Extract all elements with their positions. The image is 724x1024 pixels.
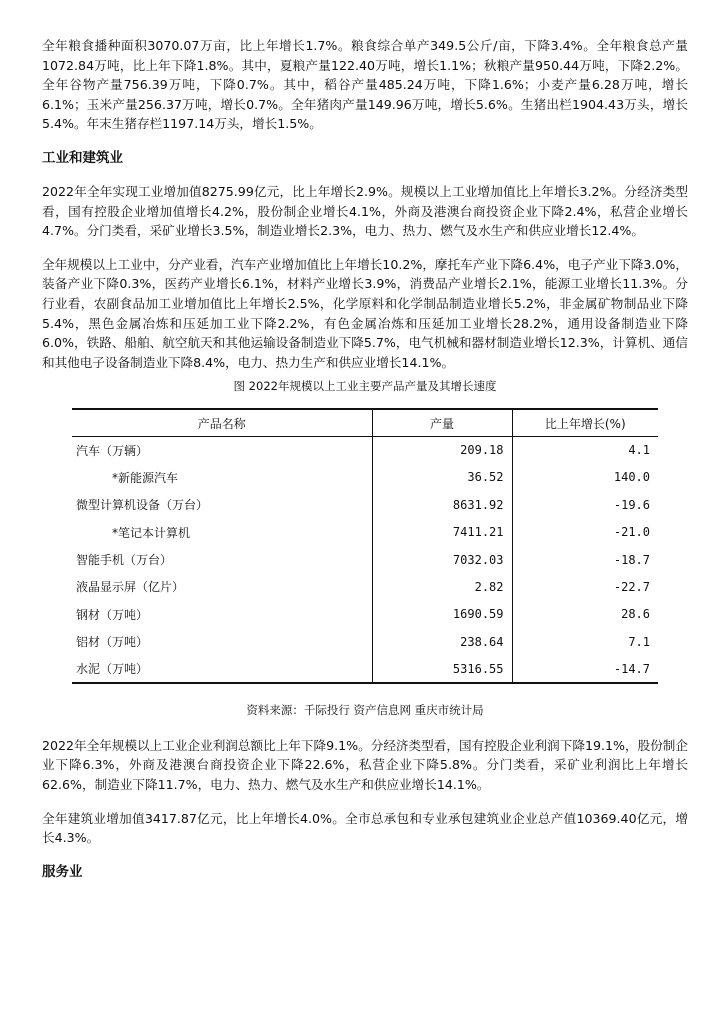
- cell-growth: -19.6: [613, 497, 650, 512]
- header-growth: 比上年增长(%): [512, 409, 658, 436]
- cell-growth: 7.1: [628, 634, 650, 649]
- cell-product-name: 钢材（万吨）: [72, 601, 372, 628]
- table-row: [72, 573, 658, 600]
- paragraph-industry-sectors: 全年规模以上工业中，分产业看，汽车产业增加值比上年增长10.2%，摩托车产业下降6.4%，电子产业下降3.0%，装备产业下降0.3%，医药产业增长6.1%，材料产业增长3.9%，消费品产业增长2.1%，能源工业增长11.3%。分行业看，农副食品加工业增加值比上年增长2.5%，化学原料和化学制品制造业增长5.2%，非金属矿物制品业下降5.4%，黑色金属冶炼和压延加工业下降2.2%，有色金属冶炼和压延加工业增长28.2%，通用设备制造业下降6.0%，铁路、船舶、航空航天和其他运输设备制造业下降5.7%，电气机械和器材制造业增长12.3%，计算机、通信和其他电子设备制造业下降8.4%，电力、热力生产和供应业增长14.1%。: [42, 256, 688, 370]
- cell-product-name: 水泥（万吨）: [72, 655, 372, 682]
- cell-output: 2.82: [372, 573, 512, 600]
- document-page: [42, 36, 688, 896]
- table-row: [72, 546, 658, 573]
- table-row: [72, 491, 658, 518]
- header-product-name: 产品名称: [72, 409, 372, 436]
- table-header-row: [72, 409, 658, 436]
- table-row: [72, 518, 658, 545]
- cell-growth: -21.0: [613, 525, 650, 540]
- paragraph-construction: 全年建筑业增加值3417.87亿元，比上年增长4.0%。全市总承包和专业承包建筑业企业总产值10369.40亿元，增长4.3%。: [42, 810, 688, 846]
- cell-product-name: *笔记本计算机: [72, 518, 372, 545]
- cell-output: 1690.59: [372, 601, 512, 628]
- table-row: [72, 436, 658, 463]
- cell-output: 5316.55: [372, 655, 512, 682]
- cell-output: 8631.92: [372, 491, 512, 518]
- cell-output: 7411.21: [372, 518, 512, 545]
- cell-product-name: 微型计算机设备（万台）: [72, 491, 372, 518]
- cell-product-name: 汽车（万辆）: [72, 436, 372, 463]
- table-row: [72, 628, 658, 655]
- paragraph-agriculture: 全年粮食播种面积3070.07万亩，比上年增长1.7%。粮食综合单产349.5公斤/亩，下降3.4%。全年粮食总产量1072.84万吨，比上年下降1.8%。其中，夏粮产量122.40万吨，增长1.1%；秋粮产量950.44万吨，下降2.2%。全年谷物产量756.39万吨，下降0.7%。其中，稻谷产量485.24万吨，下降1.6%；小麦产量6.28万吨，增长6.1%；玉米产量256.37万吨，增长0.7%。全年猪肉产量149.96万吨，增长5.6%。生猪出栏1904.43万头，增长5.4%。年末生猪存栏1197.14万头，增长1.5%。: [42, 38, 688, 132]
- cell-output: 209.18: [372, 436, 512, 463]
- header-output: 产量: [372, 409, 512, 436]
- table-row: [72, 601, 658, 628]
- table-row: [72, 655, 658, 682]
- paragraph-industry-profits: 2022年全年规模以上工业企业利润总额比上年下降9.1%。分经济类型看，国有控股企业利润下降19.1%，股份制企业下降6.3%，外商及港澳台商投资企业下降22.6%，私营企业下降5.8%。分门类看，采矿业利润比上年增长62.6%，制造业下降11.7%，电力、热力、燃气及水生产和供应业增长14.1%。: [42, 737, 688, 793]
- table-row: [72, 464, 658, 491]
- cell-product-name: 铝材（万吨）: [72, 628, 372, 655]
- cell-output: 7032.03: [372, 546, 512, 573]
- cell-product-name: *新能源汽车: [72, 464, 372, 491]
- cell-output: 238.64: [372, 628, 512, 655]
- table-source-note: 资料来源：千际投行 资产信息网 重庆市统计局: [246, 702, 484, 717]
- product-output-table: [72, 408, 658, 684]
- paragraph-industry-value-added: 2022年全年实现工业增加值8275.99亿元，比上年增长2.9%。规模以上工业增加值比上年增长3.2%。分经济类型看，国有控股企业增加值增长4.2%，股份制企业增长4.1%，外商及港澳台商投资企业下降2.4%，私营企业增长4.7%。分门类看，采矿业增长3.5%，制造业增长2.3%，电力、热力、燃气及水生产和供应业增长12.4%。: [42, 183, 688, 239]
- table-caption: 图 2022年规模以上工业主要产品产量及其增长速度: [233, 379, 497, 394]
- heading-industry-construction: 工业和建筑业: [42, 149, 123, 166]
- cell-product-name: 液晶显示屏（亿片）: [72, 573, 372, 600]
- cell-growth: 28.6: [621, 607, 650, 622]
- cell-growth: -22.7: [613, 579, 650, 594]
- cell-output: 36.52: [372, 464, 512, 491]
- heading-services: 服务业: [42, 863, 83, 880]
- cell-growth: 4.1: [628, 443, 650, 458]
- cell-growth: -14.7: [512, 655, 658, 682]
- cell-growth: 140.0: [613, 470, 650, 485]
- cell-product-name: 智能手机（万台）: [72, 546, 372, 573]
- cell-growth: -18.7: [613, 552, 650, 567]
